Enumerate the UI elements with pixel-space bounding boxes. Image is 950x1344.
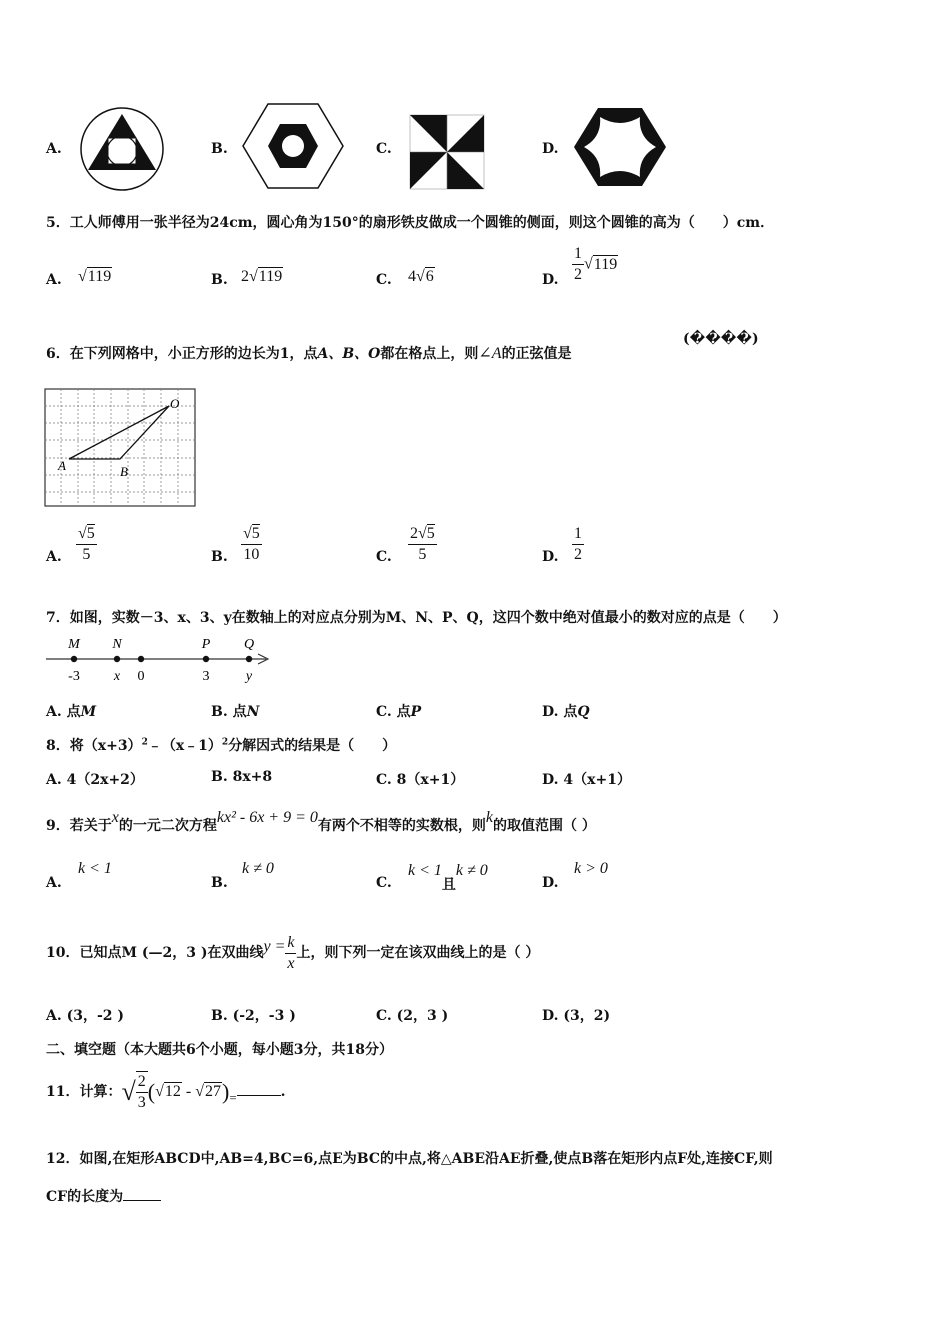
q9-option-b-label: B. — [211, 875, 228, 891]
q9-option-a-value: k < 1 — [78, 860, 112, 877]
q7-axis-name-Q: Q — [243, 637, 255, 652]
q7-axis-point-P — [203, 656, 209, 662]
q5-option-d-label: D. — [542, 272, 559, 288]
q7-axis-name-M: M — [68, 637, 80, 652]
q6-point-o-label: O — [170, 396, 180, 411]
q7-axis-value-1: x — [113, 669, 121, 684]
q5-option-d-value: $\frac{1}{2}$ √119 — [574, 245, 618, 283]
q5-option-c-value: 4√6 — [408, 268, 434, 285]
q6-option-b-label: B. — [211, 549, 228, 565]
q7-axis-value-0: -3 — [68, 669, 80, 684]
q9-stem: 9．若关于x的一元二次方程kx² - 6x + 9 = 0有两个不相等的实数根，则k的取值范围（ ） — [46, 809, 596, 834]
q8-option-b: B. 8x+8 — [211, 769, 273, 785]
q7-axis-value-2: 0 — [137, 669, 145, 684]
q4-figure-b — [240, 100, 346, 192]
q4-figure-a — [78, 104, 168, 194]
q9-option-c-value: k < 1且k ≠ 0 — [408, 862, 488, 893]
q7-axis-value-3: 3 — [202, 669, 210, 684]
q4-option-a-label: A. — [46, 141, 62, 157]
q6-stem: 6．在下列网格中，小正方形的边长为1，点A、B、O都在格点上，则∠A的正弦值是 — [46, 345, 572, 362]
q7-option-b: B. 点N — [211, 704, 260, 720]
q4-figure-c — [408, 113, 486, 191]
q7-axis-point-Q — [246, 656, 252, 662]
q4-figure-d — [570, 102, 670, 192]
q8-option-a: A. 4（2x+2） — [46, 772, 144, 788]
q10-stem: 10．已知点M (—2，3 )在双曲线y = $\frac{k}{x}$ 上，则下列一定在该双曲线上的是（ ） — [46, 933, 540, 972]
q6-garbled-text: (����) — [683, 331, 759, 347]
q5-option-a-value: √119 — [78, 268, 112, 285]
q9-option-b-value: k ≠ 0 — [242, 860, 274, 877]
q5-stem: 5．工人师傅用一张半径为24cm，圆心角为150°的扇形铁皮做成一个圆锥的侧面，则这个圆锥的高为（ ）cm． — [46, 215, 775, 231]
q7-option-d: D. 点Q — [542, 704, 590, 720]
q8-option-d: D. 4（x+1） — [542, 772, 631, 788]
q7-axis-point-origin — [138, 656, 144, 662]
q9-option-c-label: C. — [376, 875, 392, 891]
q7-option-a: A. 点M — [46, 704, 97, 720]
q10-option-a: A. (3，-2 ) — [46, 1008, 125, 1024]
q6-option-b-value: $\frac{√5}{10}$ — [243, 525, 260, 563]
q10-option-d: D. (3，2) — [542, 1008, 611, 1024]
q11-answer-blank[interactable] — [237, 1081, 281, 1096]
q4-option-d-label: D. — [542, 141, 559, 157]
q9-option-a-label: A. — [46, 875, 62, 891]
q6-option-d-label: D. — [542, 549, 559, 565]
q6-point-b-label: B — [120, 464, 128, 479]
q6-option-c-label: C. — [376, 549, 392, 565]
q7-axis-point-M — [71, 656, 77, 662]
q5-option-a-label: A. — [46, 272, 62, 288]
q10-option-c: C. (2，3 ) — [376, 1008, 449, 1024]
q12-stem-line1: 12．如图,在矩形ABCD中,AB=4,BC=6,点E为BC的中点,将△ABE沿AE折叠,使点B落在矩形内点F处,连接CF,则 — [46, 1151, 773, 1167]
q10-option-b: B. (-2，-3 ) — [211, 1008, 296, 1024]
q6-option-a-label: A. — [46, 549, 62, 565]
q6-option-d-value: $\frac{1}{2}$ — [574, 525, 582, 563]
q8-stem: 8．将$(x+3)^2﹣(x﹣1)^2$分解因式的结果是（ ） — [46, 737, 397, 754]
q11-stem: 11．计算：√ $\frac{2}{3}$ (√12 - √27)= . — [46, 1073, 286, 1111]
q8-option-c: C. 8（x+1） — [376, 772, 465, 788]
q7-stem: 7．如图，实数－3、x、3、y在数轴上的对应点分别为M、N、P、Q，这四个数中绝对值最小的数对应的点是（ ） — [46, 610, 787, 626]
q4-option-b-label: B. — [211, 141, 228, 157]
q5-option-b-label: B. — [211, 272, 228, 288]
q7-option-c: C. 点P — [376, 704, 422, 720]
q7-number-line — [44, 634, 276, 686]
q5-option-b-value: 2√119 — [241, 268, 283, 285]
q12-answer-blank[interactable] — [123, 1186, 161, 1201]
q9-option-d-value: k > 0 — [574, 860, 608, 877]
q6-point-a-label: A — [58, 458, 66, 473]
q12-stem-line2: CF的长度为 — [46, 1186, 161, 1206]
section-2-title: 二、填空题（本大题共6个小题，每小题3分，共18分） — [46, 1042, 393, 1058]
q6-grid-figure — [44, 388, 198, 508]
q7-axis-value-4: y — [245, 669, 253, 684]
q6-option-a-value: $\frac{√5}{5}$ — [78, 525, 95, 563]
q7-axis-name-N: N — [112, 637, 122, 652]
q7-axis-point-N — [114, 656, 120, 662]
q9-option-d-label: D. — [542, 875, 559, 891]
q4-option-c-label: C. — [376, 141, 392, 157]
q5-option-c-label: C. — [376, 272, 392, 288]
q7-axis-name-P: P — [201, 637, 211, 652]
q6-option-c-value: $\frac{2√5}{5}$ — [410, 525, 435, 563]
